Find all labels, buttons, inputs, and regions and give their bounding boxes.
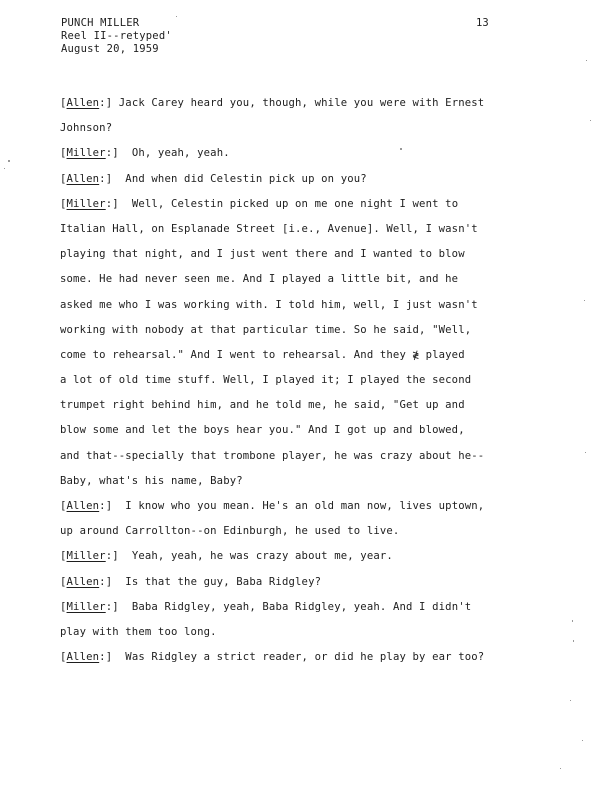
speaker-name: Allen	[66, 575, 100, 588]
speaker-label: [Allen:]	[60, 97, 119, 109]
line-text: Was Ridgley a strict reader, or did he play by ear too?	[118, 651, 485, 664]
line-text: some. He had never seen me. And I played a little bit, and he	[60, 273, 459, 286]
transcript-line	[60, 595, 540, 620]
line-text: come to rehearsal." And I went to rehearsal. And they ≹ played	[60, 348, 465, 361]
speaker-name: Allen	[66, 172, 100, 185]
transcript-line	[60, 91, 540, 116]
scan-speck	[585, 452, 586, 453]
line-text: and that--specially that trombone player, he was crazy about he--	[60, 449, 485, 462]
line-text: Is that the guy, Baba Ridgley?	[118, 575, 322, 588]
line-text: blow some and let the boys hear you." And I got up and blowed,	[60, 424, 465, 437]
header-date: August 20, 1959	[61, 43, 159, 55]
header-title: PUNCH MILLER	[61, 17, 140, 29]
line-text: Yeah, yeah, he was crazy about me, year.	[125, 550, 393, 563]
transcript-line	[60, 217, 540, 242]
speaker-label: [Miller:]	[60, 197, 126, 210]
page-number: 13	[476, 17, 489, 29]
scan-speck	[586, 60, 587, 61]
scan-speck	[570, 700, 571, 701]
transcript-line	[60, 368, 540, 393]
line-text: Well, Celestin picked up on me one night I went to	[125, 197, 459, 210]
speaker-name: Allen	[66, 651, 100, 664]
transcript-line	[60, 116, 540, 141]
line-text: working with nobody at that particular time. So he said, "Well,	[60, 323, 472, 336]
line-text: asked me who I was working with. I told him, well, I just wasn't	[60, 298, 478, 311]
speaker-name: Miller	[66, 147, 106, 160]
speaker-label: [Miller:]	[60, 550, 126, 563]
speaker-label: [Allen:]	[60, 500, 119, 512]
transcript-line	[60, 645, 540, 670]
line-text: Baba Ridgley, yeah, Baba Ridgley, yeah. And I didn't	[125, 600, 472, 613]
speaker-name: Miller	[66, 600, 106, 613]
transcript-line	[60, 570, 540, 595]
scan-speck	[4, 168, 5, 169]
transcript-line	[60, 519, 540, 544]
scan-speck	[573, 640, 574, 642]
scan-speck	[560, 768, 561, 769]
header-reel: Reel II--retyped'	[61, 30, 172, 42]
scan-speck	[8, 160, 10, 162]
transcript-line	[60, 393, 540, 418]
transcript-line	[60, 418, 540, 443]
transcript-line	[60, 242, 540, 267]
transcript-line	[60, 293, 540, 318]
scan-speck	[590, 120, 591, 121]
speaker-label: [Miller:]	[60, 600, 126, 613]
line-text: Italian Hall, on Esplanade Street [i.e., Avenue]. Well, I wasn't	[60, 222, 478, 235]
transcript-line	[60, 494, 540, 519]
line-text: play with them too long.	[60, 625, 217, 638]
line-text: Oh, yeah, yeah.	[125, 147, 230, 160]
speaker-label: [Allen:]	[60, 575, 119, 588]
line-text: Johnson?	[60, 122, 113, 135]
line-text: Baby, what's his name, Baby?	[60, 474, 243, 487]
scan-speck	[176, 16, 177, 17]
transcript-line	[60, 192, 540, 217]
scan-speck	[584, 300, 585, 301]
line-text: a lot of old time stuff. Well, I played it; I played the second	[60, 374, 472, 387]
transcript-line	[60, 167, 540, 192]
line-text: And when did Celestin pick up on you?	[118, 172, 367, 185]
transcript-line	[60, 318, 540, 343]
scan-speck	[572, 620, 573, 622]
transcript-line	[60, 544, 540, 569]
transcript-body	[60, 91, 540, 670]
transcript-line	[60, 620, 540, 645]
speaker-label: [Allen:]	[60, 651, 119, 664]
line-text: up around Carrollton--on Edinburgh, he used to live.	[60, 525, 400, 538]
line-text: I know who you mean. He's an old man now, lives uptown,	[118, 500, 485, 512]
page-header	[61, 17, 172, 56]
line-text: playing that night, and I just went there and I wanted to blow	[60, 248, 465, 261]
speaker-name: Allen	[66, 500, 100, 512]
transcript-line	[60, 141, 540, 166]
transcript-line	[60, 267, 540, 292]
speaker-label: [Miller:]	[60, 147, 126, 160]
speaker-label: [Allen:]	[60, 172, 119, 185]
transcript-line	[60, 343, 540, 368]
speaker-name: Allen	[66, 97, 100, 109]
line-text: Jack Carey heard you, though, while you were with Ernest	[118, 97, 485, 109]
scan-speck	[400, 148, 402, 150]
line-text: trumpet right behind him, and he told me, he said, "Get up and	[60, 399, 465, 412]
transcript-line	[60, 469, 540, 494]
transcript-line	[60, 444, 540, 469]
speaker-name: Miller	[66, 197, 106, 210]
speaker-name: Miller	[66, 550, 106, 563]
scan-speck	[582, 740, 583, 741]
